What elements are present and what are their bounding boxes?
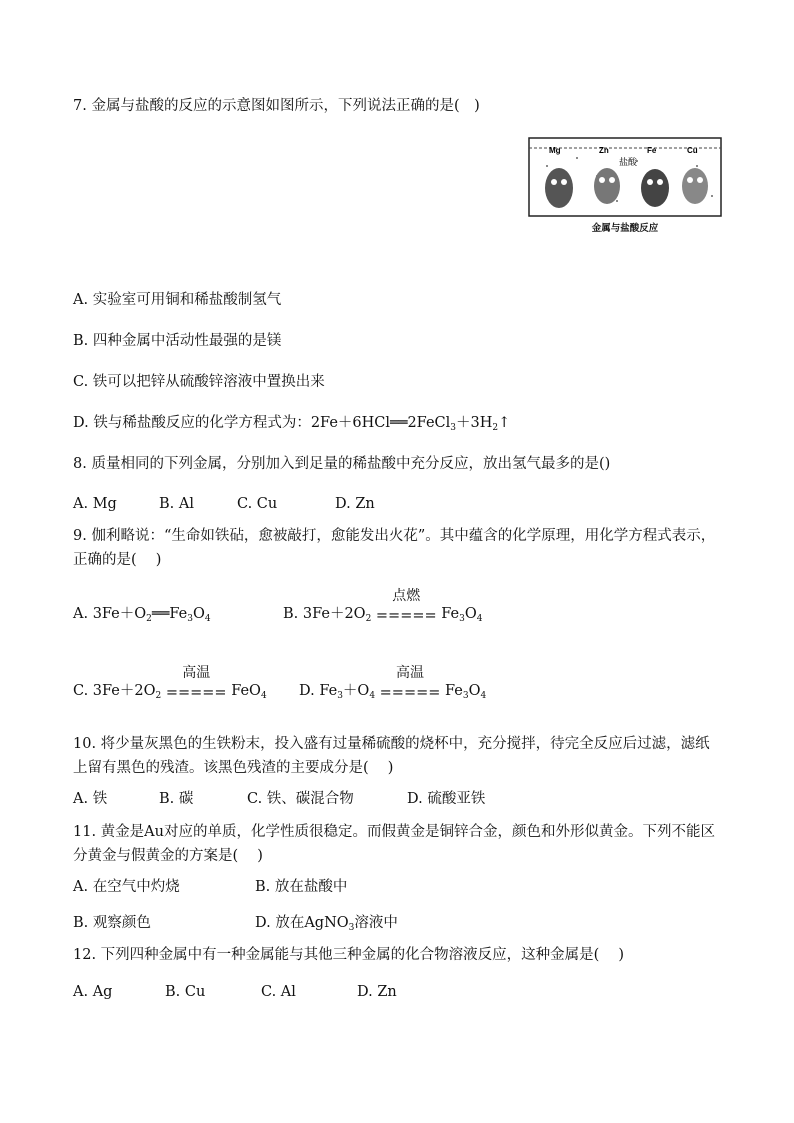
zn-figure [594, 168, 620, 204]
mg-figure [545, 168, 573, 208]
q10-options: A. 铁 B. 碳 C. 铁、碳混合物 D. 硫酸亚铁 [73, 791, 486, 807]
q9-options-ab: A. $3Fe+O_2══Fe_3O_4$ B. $3Fe+2O_2$ 点燃 ===== $Fe_3O_4$ [73, 588, 483, 624]
q7-option-b: B. 四种金属中活动性最强的是镁 [73, 333, 282, 349]
q11-options-cd: B. 观察颜色 D. 放在AgNO$_3$溶液中 [73, 915, 398, 933]
q9-options-cd: C. $3Fe+2O_2$ 高温 ===== FeO$_4$ D. $Fe_3+O_4$ 高温 ===== $Fe_3O_4$ [73, 665, 487, 701]
q8-stem: 8. 质量相同的下列金属，分别加入到足量的稀盐酸中充分反应，放出氢气最多的是() [73, 456, 611, 472]
fe-figure [641, 169, 669, 207]
figure-caption: 金属与盐酸反应 [591, 223, 659, 234]
q9-stem: 9. 伽利略说：“生命如铁砧，愈被敲打，愈能发出火花”。其中蕴含的化学原理，用化学方程式表示，正确的是( ) [73, 528, 716, 568]
q7-option-c: C. 铁可以把锌从硫酸锌溶液中置换出来 [73, 374, 325, 390]
label-cu: Cu [687, 146, 698, 155]
label-fe: Fe [647, 146, 657, 155]
q12-stem: 12. 下列四种金属中有一种金属能与其他三种金属的化合物溶液反应，这种金属是( ) [73, 947, 625, 963]
q7-option-a: A. 实验室可用铜和稀盐酸制氢气 [73, 292, 282, 308]
q10-stem: 10. 将少量灰黑色的生铁粉末，投入盛有过量稀硫酸的烧杯中，充分搅拌，待完全反应后过滤，滤纸上留有黑色的残渣。该黑色残渣的主要成分是( ) [73, 736, 710, 776]
q11-options-ab: A. 在空气中灼烧 B. 放在盐酸中 [73, 879, 348, 895]
q11-stem: 11. 黄金是Au对应的单质，化学性质很稳定。而假黄金是铜锌合金，颜色和外形似黄金。下列不能区分黄金与假黄金的方案是( ) [73, 824, 715, 864]
acid-label: 盐酸 [619, 158, 638, 168]
q7-stem: 7. 金属与盐酸的反应的示意图如图所示，下列说法正确的是( ) [73, 98, 480, 114]
label-mg: Mg [549, 146, 561, 155]
cu-figure [682, 168, 708, 204]
q7-option-d: D. 铁与稀盐酸反应的化学方程式为：$2Fe+6HCl══2FeCl_3+3H_2↑$ [73, 415, 511, 433]
q8-options: A. Mg B. Al C. Cu D. Zn [73, 496, 375, 512]
label-zn: Zn [599, 146, 609, 155]
q12-options: A. Ag B. Cu C. Al D. Zn [73, 984, 397, 1000]
